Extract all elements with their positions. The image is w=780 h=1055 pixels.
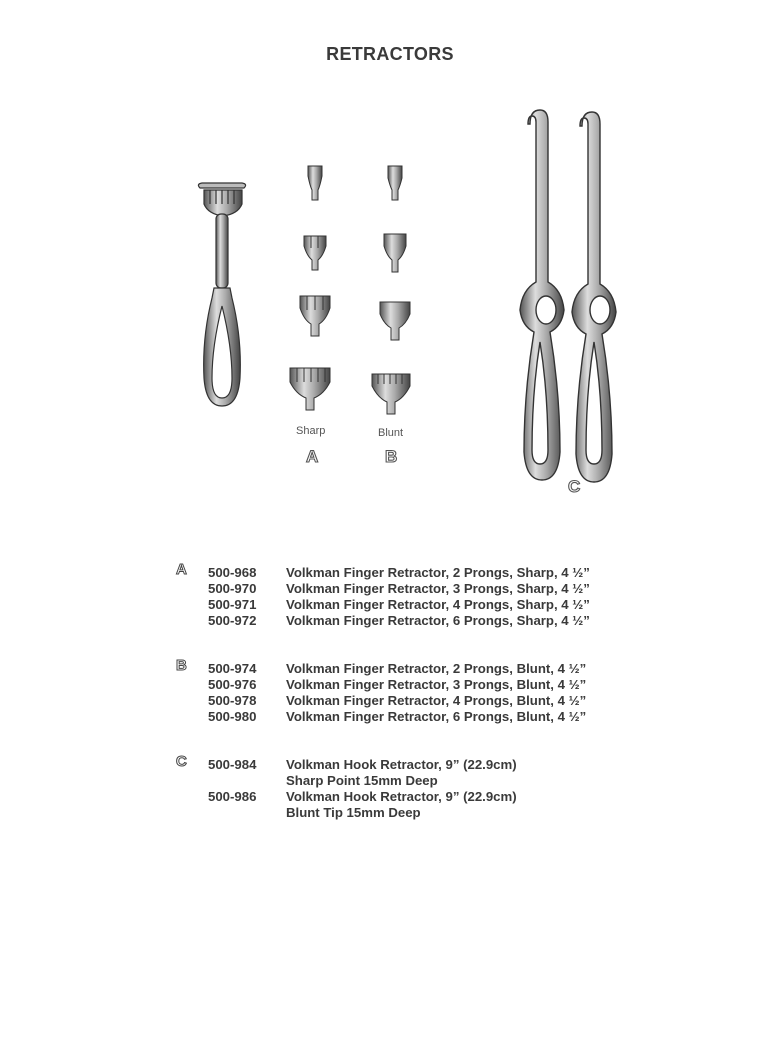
product-description: Volkman Finger Retractor, 6 Prongs, Blunt, 4 ½”	[286, 709, 587, 724]
product-code: 500-968	[208, 565, 257, 580]
product-description: Volkman Finger Retractor, 4 Prongs, Sharp, 4 ½”	[286, 597, 590, 612]
product-code: 500-970	[208, 581, 257, 596]
product-detail: Sharp Point 15mm Deep	[286, 773, 438, 788]
product-detail: Blunt Tip 15mm Deep	[286, 805, 421, 820]
caption-blunt: Blunt	[378, 427, 404, 439]
product-code: 500-976	[208, 677, 257, 692]
group-letter-b: B	[176, 657, 187, 674]
product-description: Volkman Finger Retractor, 2 Prongs, Blunt, 4 ½”	[286, 661, 587, 676]
hook-retractors	[520, 110, 616, 482]
caption-letter-b: B	[385, 447, 398, 466]
product-description: Volkman Hook Retractor, 9” (22.9cm)	[286, 757, 517, 772]
product-code: 500-980	[208, 709, 257, 724]
product-code: 500-972	[208, 613, 257, 628]
product-code: 500-978	[208, 693, 257, 708]
caption-letter-c: C	[568, 477, 581, 496]
product-code: 500-974	[208, 661, 257, 676]
retractor-illustrations	[0, 0, 780, 520]
finger-retractor-full	[198, 183, 245, 406]
product-code: 500-984	[208, 757, 257, 772]
product-code: 500-986	[208, 789, 257, 804]
product-description: Volkman Finger Retractor, 6 Prongs, Sharp, 4 ½”	[286, 613, 590, 628]
product-description: Volkman Finger Retractor, 4 Prongs, Blunt, 4 ½”	[286, 693, 587, 708]
caption-letter-a: A	[306, 447, 319, 466]
product-description: Volkman Finger Retractor, 3 Prongs, Blunt, 4 ½”	[286, 677, 587, 692]
product-code: 500-971	[208, 597, 257, 612]
group-letter-a: A	[176, 561, 187, 578]
product-description: Volkman Hook Retractor, 9” (22.9cm)	[286, 789, 517, 804]
sharp-heads	[290, 166, 330, 410]
product-description: Volkman Finger Retractor, 3 Prongs, Sharp, 4 ½”	[286, 581, 590, 596]
caption-sharp: Sharp	[296, 425, 326, 437]
product-description: Volkman Finger Retractor, 2 Prongs, Sharp, 4 ½”	[286, 565, 590, 580]
page-title: RETRACTORS	[326, 44, 454, 64]
group-letter-c: C	[176, 753, 187, 770]
blunt-heads	[372, 166, 410, 414]
